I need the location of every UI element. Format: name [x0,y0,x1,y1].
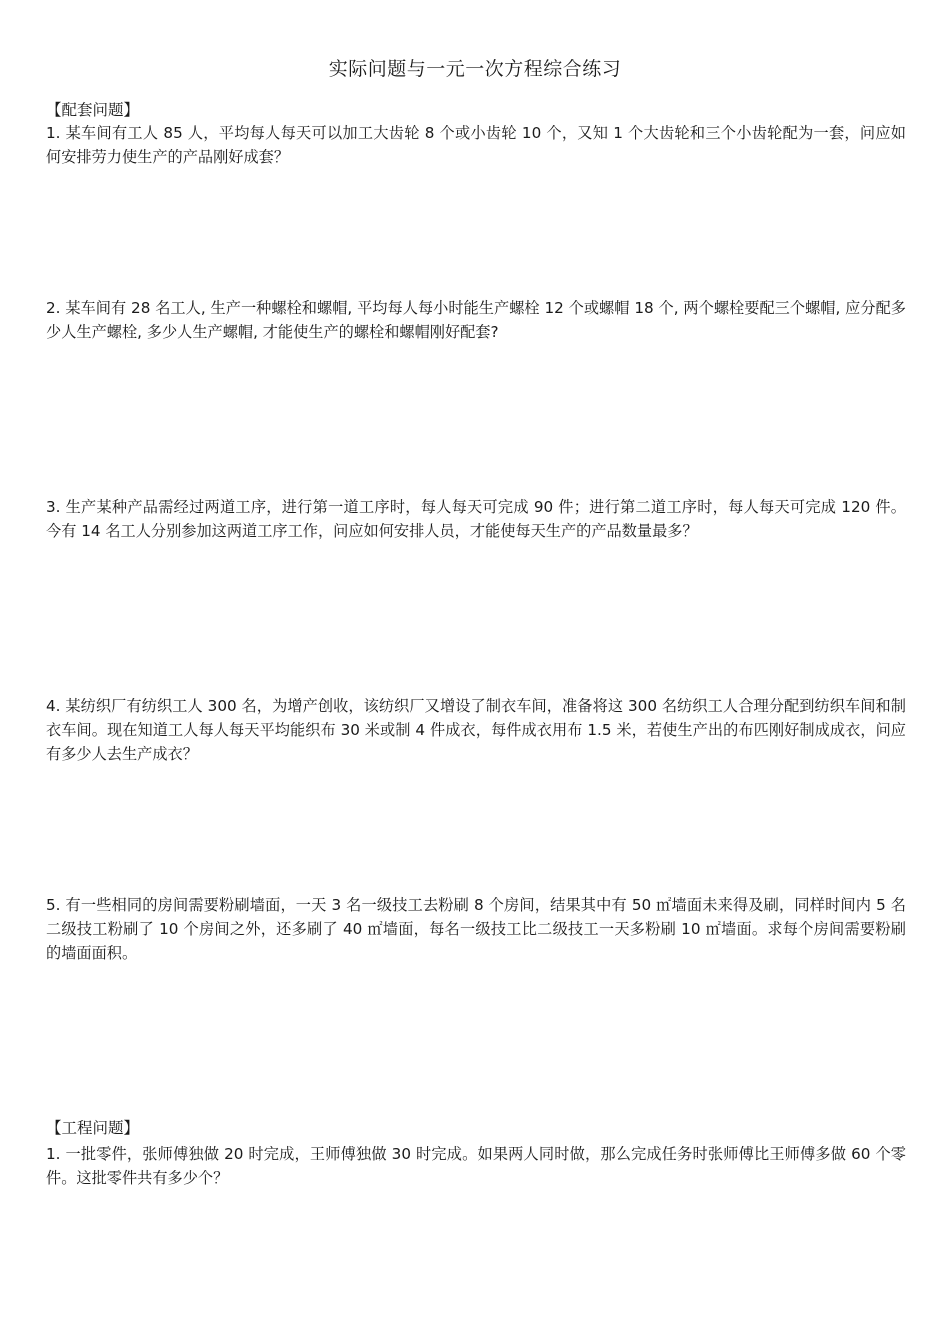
section-heading-matching-problems: 【配套问题】 [46,101,140,119]
page-title: 实际问题与一元一次方程综合练习 [328,58,622,80]
section-heading-work-problems: 【工程问题】 [46,1119,140,1137]
problem-text: 2. 某车间有 28 名工人, 生产一种螺栓和螺帽, 平均每人每小时能生产螺栓 12 个或螺帽 18 个, 两个螺栓要配三个螺帽, 应分配多少人生产螺栓, 多少人生产螺帽, 才能使生产的螺栓和螺帽刚好配套? [46,299,906,341]
problem-text: 4. 某纺织厂有纺织工人 300 名，为增产创收，该纺织厂又增设了制衣车间，准备将这 300 名纺织工人合理分配到纺织车间和制衣车间。现在知道工人每人每天平均能织布 30 米或制 4 件成衣，每件成衣用布 1.5 米，若使生产出的布匹刚好制成成衣，问应有多少人去生产成衣？ [46,697,906,763]
problem-text: 5. 有一些相同的房间需要粉刷墙面，一天 3 名一级技工去粉刷 8 个房间，结果其中有 50 ㎡墙面未来得及刷，同样时间内 5 名二级技工粉刷了 10 个房间之外，还多刷了 40 ㎡墙面，每名一级技工比二级技工一天多粉刷 10 ㎡墙面。求每个房间需要粉刷的墙面面积。 [46,896,906,962]
problem-text: 1. 某车间有工人 85 人，平均每人每天可以加工大齿轮 8 个或小齿轮 10 个，又知 1 个大齿轮和三个小齿轮配为一套，问应如何安排劳力使生产的产品刚好成套？ [46,124,906,166]
problem-text: 1. 一批零件，张师傅独做 20 时完成，王师傅独做 30 时完成。如果两人同时做，那么完成任务时张师傅比王师傅多做 60 个零件。这批零件共有多少个？ [46,1145,906,1187]
problem-text: 3. 生产某种产品需经过两道工序，进行第一道工序时，每人每天可完成 90 件；进行第二道工序时，每人每天可完成 120 件。今有 14 名工人分别参加这两道工序工作，问应如何安排人员，才能使每天生产的产品数量最多？ [46,498,906,540]
